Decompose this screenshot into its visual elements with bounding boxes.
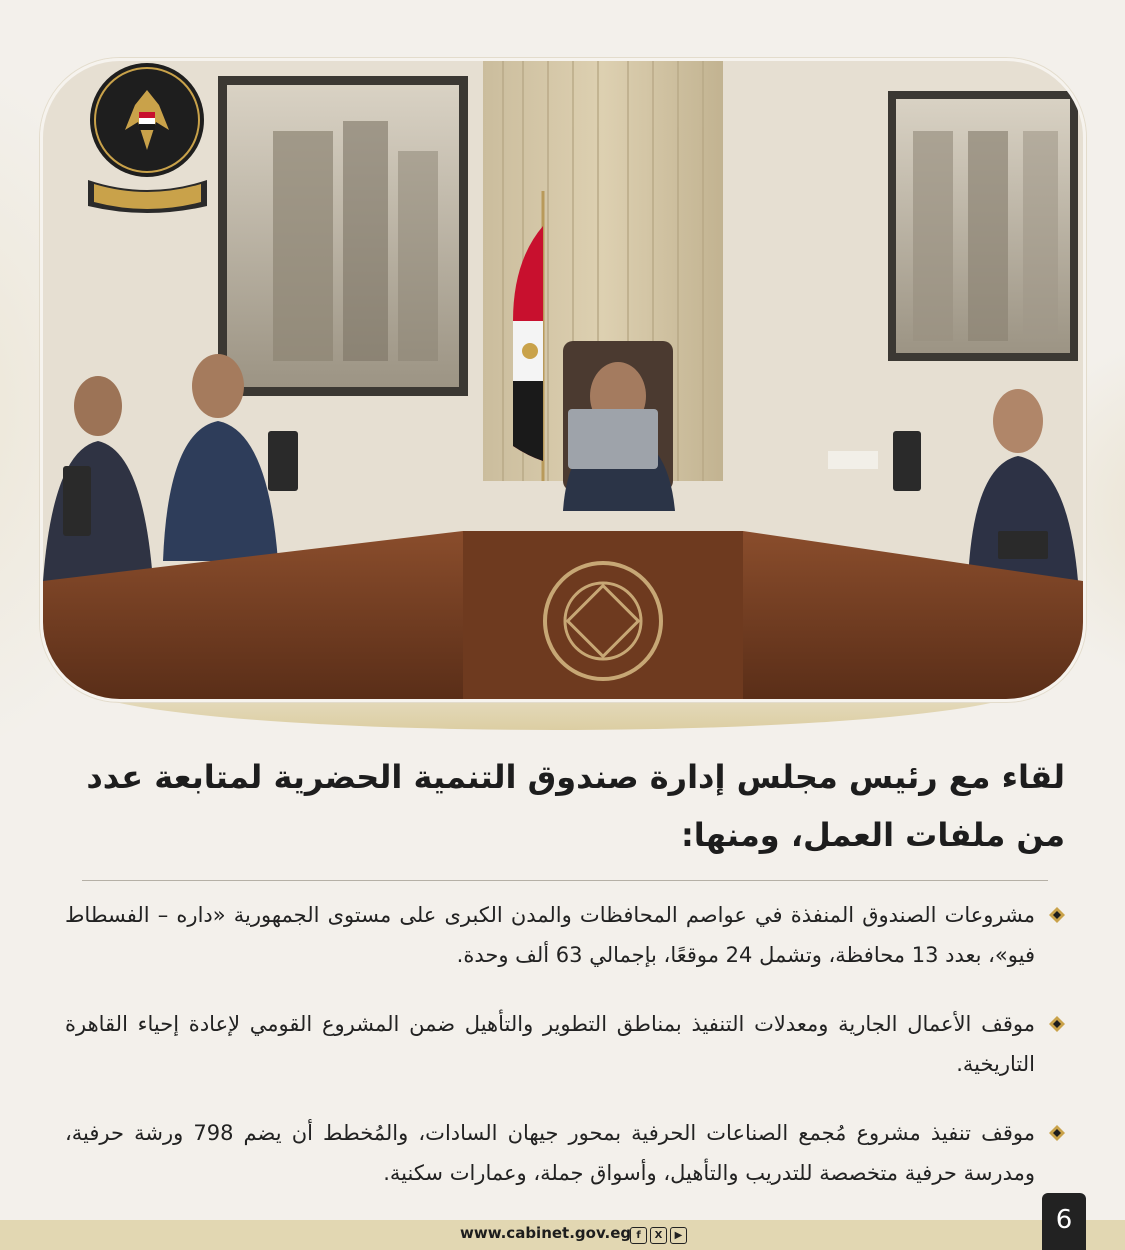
bullet-text: موقف تنفيذ مشروع مُجمع الصناعات الحرفية بمحور جيهان السادات، والمُخطط أن يضم 798 ورشة حرفية، ومدرسة حرفية متخصصة للتدريب والتأهيل، وأسواق جملة، وعمارات سكنية. [65, 1121, 1036, 1185]
bullet-list [65, 895, 1065, 1222]
list-item [65, 1113, 1065, 1193]
social-icons [630, 1227, 687, 1244]
youtube-icon[interactable]: ▶ [670, 1227, 687, 1244]
gold-diamond-icon [1049, 1016, 1065, 1032]
list-item [65, 895, 1065, 975]
bullet-text: موقف الأعمال الجارية ومعدلات التنفيذ بمناطق التطوير والتأهيل ضمن المشروع القومي لإعادة إحياء القاهرة التاريخية. [65, 1012, 1035, 1076]
page-title: لقاء مع رئيس مجلس إدارة صندوق التنمية الحضرية لمتابعة عدد من ملفات العمل، ومنها: [86, 758, 1065, 854]
list-item [65, 1004, 1065, 1084]
x-twitter-icon[interactable]: X [650, 1227, 667, 1244]
bullet-text: مشروعات الصندوق المنفذة في عواصم المحافظات والمدن الكبرى على مستوى الجمهورية «داره – الفسطاط فيو»، بعدد 13 محافظة، وتشمل 24 موقعًا، بإجمالي 63 ألف وحدة. [65, 903, 1035, 967]
page-number: 6 [1042, 1193, 1086, 1250]
title-divider [82, 880, 1048, 881]
cabinet-emblem-logo [80, 60, 215, 220]
facebook-icon[interactable]: f [630, 1227, 647, 1244]
gold-diamond-icon [1049, 907, 1065, 923]
website-link[interactable]: www.cabinet.gov.eg [460, 1224, 632, 1242]
gold-diamond-icon [1049, 1125, 1065, 1141]
